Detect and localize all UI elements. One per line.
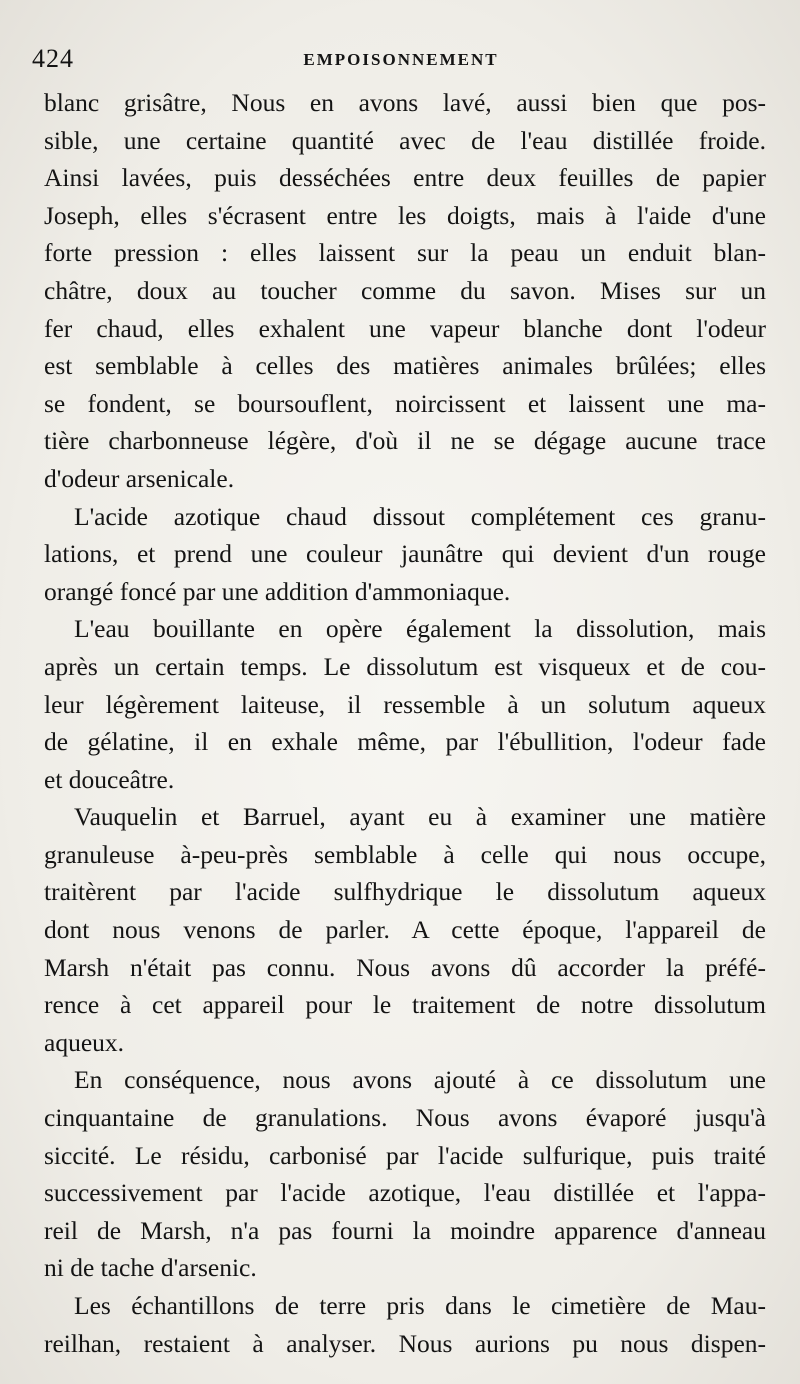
text-line: blanc grisâtre, Nous en avons lavé, aussi bien que pos-: [44, 88, 766, 117]
text-line: lations, et prend une couleur jaunâtre qui devient d'un rouge: [44, 539, 766, 569]
text-line: L'acide azotique chaud dissout complétement ces granu-: [74, 501, 766, 531]
text-line: Marsh n'était pas connu. Nous avons dû accorder la préfé-: [44, 952, 766, 982]
text-line: ni de tache d'arsenic.: [44, 1253, 257, 1283]
text-line: Vauquelin et Barruel, ayant eu à examiner une matière: [74, 802, 766, 832]
text-line: L'eau bouillante en opère également la dissolution, mais: [74, 614, 766, 644]
text-line: se fondent, se boursouflent, noircissent et laissent une ma-: [44, 388, 766, 418]
text-line: siccité. Le résidu, carbonisé par l'acide sulfurique, puis traité: [44, 1140, 766, 1170]
text-line: leur légèrement laiteuse, il ressemble à un solutum aqueux: [44, 689, 766, 719]
text-line: successivement par l'acide azotique, l'eau distillée et l'appa-: [44, 1178, 766, 1208]
text-line: Joseph, elles s'écrasent entre les doigts, mais à l'aide d'une: [44, 200, 766, 230]
text-line: reil de Marsh, n'a pas fourni la moindre apparence d'anneau: [44, 1215, 766, 1245]
text-line: cinquantaine de granulations. Nous avons évaporé jusqu'à: [44, 1103, 766, 1133]
running-title: EMPOISONNEMENT: [303, 50, 499, 69]
text-line: de gélatine, il en exhale même, par l'ébullition, l'odeur fade: [44, 727, 766, 757]
text-line: châtre, doux au toucher comme du savon. Mises sur un: [44, 275, 766, 305]
text-line: après un certain temps. Le dissolutum est visqueux et de cou-: [44, 651, 766, 681]
text-line: est semblable à celles des matières animales brûlées; elles: [44, 351, 766, 381]
text-line: traitèrent par l'acide sulfhydrique le dissolutum aqueux: [44, 877, 766, 907]
text-line: aqueux.: [44, 1027, 125, 1057]
text-line: reilhan, restaient à analyser. Nous aurions pu nous dispen-: [44, 1328, 766, 1358]
paragraph: [44, 1061, 766, 1287]
paragraph: [44, 1287, 766, 1362]
text-line: En conséquence, nous avons ajouté à ce dissolutum une: [74, 1065, 766, 1095]
text-line: Ainsi lavées, puis desséchées entre deux feuilles de papier: [44, 163, 766, 193]
body-text: [44, 84, 766, 1362]
text-line: orangé foncé par une addition d'ammoniaque.: [44, 576, 511, 606]
text-line: d'odeur arsenicale.: [44, 463, 235, 493]
text-line: forte pression : elles laissent sur la peau un enduit blan-: [44, 238, 766, 268]
paragraph: [44, 610, 766, 798]
text-line: granuleuse à-peu-près semblable à celle qui nous occupe,: [44, 839, 766, 869]
text-line: rence à cet appareil pour le traitement de notre dissolutum: [44, 990, 766, 1020]
text-line: et douceâtre.: [44, 764, 175, 794]
paragraph: [44, 84, 766, 498]
paragraph: [44, 498, 766, 611]
text-line: dont nous venons de parler. A cette époque, l'appareil de: [44, 915, 766, 945]
text-line: Les échantillons de terre pris dans le cimetière de Mau-: [74, 1291, 766, 1320]
page-number: 424: [32, 44, 74, 73]
text-line: tière charbonneuse légère, d'où il ne se dégage aucune trace: [44, 426, 766, 456]
paragraph: [44, 798, 766, 1061]
page-header: [32, 44, 770, 78]
text-line: fer chaud, elles exhalent une vapeur blanche dont l'odeur: [44, 313, 766, 343]
text-line: sible, une certaine quantité avec de l'eau distillée froide.: [44, 125, 766, 155]
